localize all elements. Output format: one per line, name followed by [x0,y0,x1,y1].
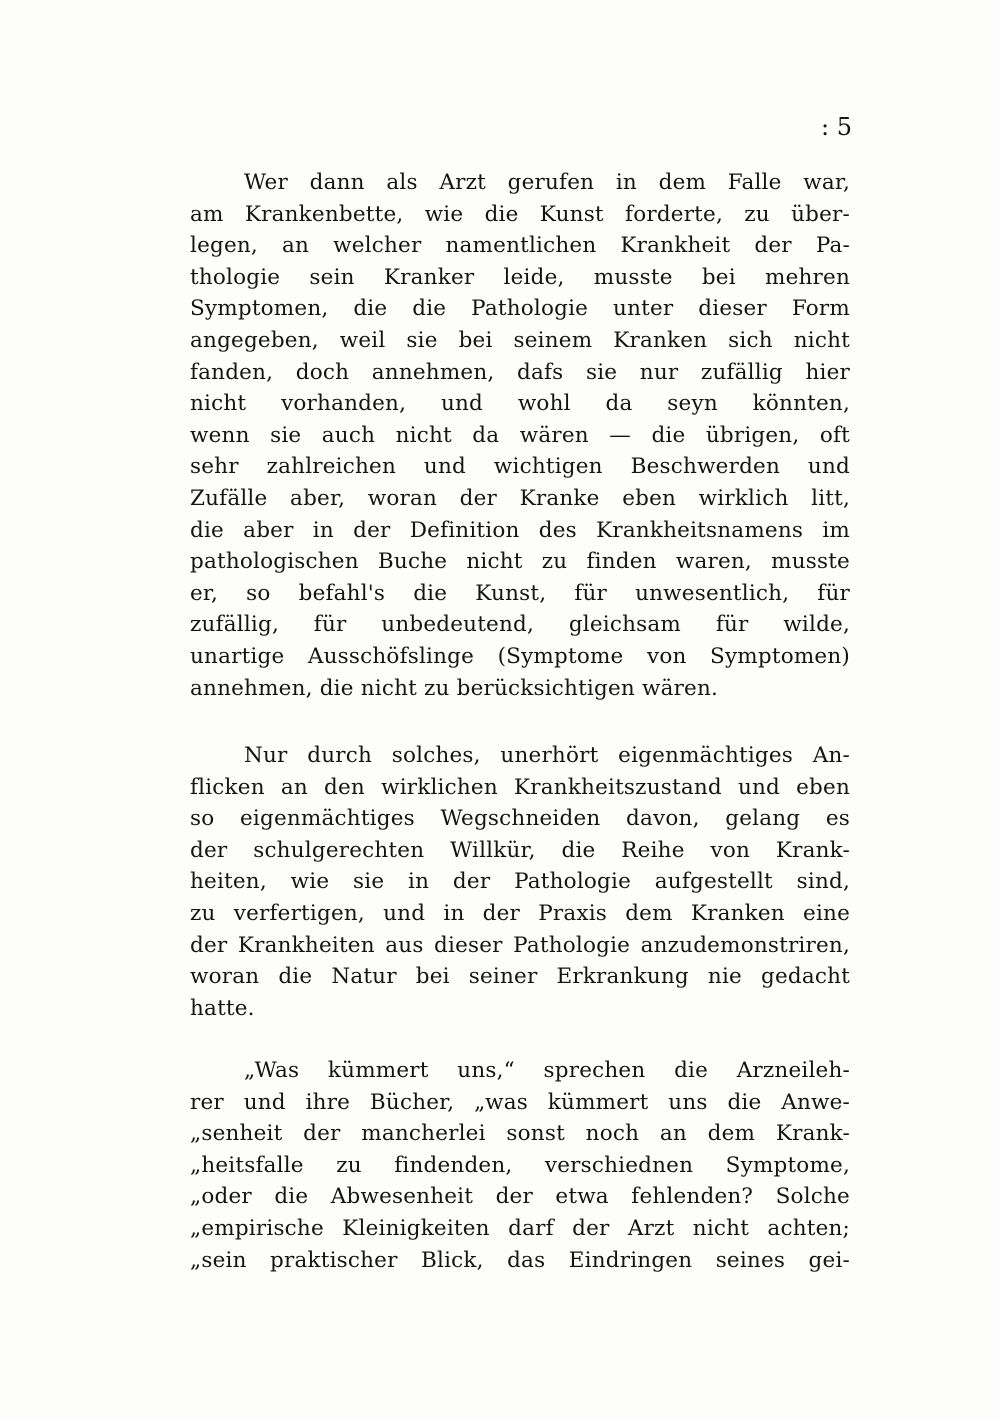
text-line: zu verfertigen, und in der Praxis dem Kranken eine [190,900,850,926]
text-line: heiten, wie sie in der Pathologie aufgestellt sind, [190,869,850,895]
text-line: wenn sie auch nicht da wären — die übrigen, oft [190,422,850,448]
text-line: Nur durch solches, unerhört eigenmächtiges An- [244,743,850,768]
text-line: „sein praktischer Blick, das Eindringen seines gei- [190,1247,850,1273]
text-line: „senheit der mancherlei sonst noch an dem Krank- [190,1121,850,1147]
text-line: annehmen, die nicht zu berücksichtigen wären. [190,675,719,701]
text-line: hatte. [190,995,255,1021]
text-line: woran die Natur bei seiner Erkrankung nie gedacht [190,964,850,990]
text-line: der schulgerechten Willkür, die Reihe von Krank- [190,837,850,863]
paragraph-1 [190,167,850,704]
text-line: legen, an welcher namentlichen Krankheit der Pa- [190,233,850,259]
text-line: thologie sein Kranker leide, musste bei mehren [190,264,850,290]
text-line: Wer dann als Arzt gerufen in dem Falle war, [244,170,850,195]
text-line: sehr zahlreichen und wichtigen Beschwerden und [190,454,850,480]
text-line: „Was kümmert uns,“ sprechen die Arzneileh- [244,1058,850,1083]
text-line: rer und ihre Bücher, „was kümmert uns die Anwe- [190,1089,850,1115]
text-line: pathologischen Buche nicht zu finden waren, musste [190,549,850,575]
text-line: flicken an den wirklichen Krankheitszustand und eben [190,774,850,800]
text-line: „heitsfalle zu findenden, verschiednen Symptome, [190,1152,850,1178]
text-line: Zufälle aber, woran der Kranke eben wirklich litt, [190,485,850,511]
paragraph-2 [190,740,850,1024]
text-line: am Krankenbette, wie die Kunst forderte, zu über- [190,201,850,227]
text-line: fanden, doch annehmen, dafs sie nur zufällig hier [190,359,850,385]
text-line: der Krankheiten aus dieser Pathologie anzudemonstriren, [190,932,850,958]
page-number: : 5 [821,113,852,141]
text-line: so eigenmächtiges Wegschneiden davon, gelang es [190,806,850,832]
paragraph-3 [190,1055,850,1276]
text-line: zufällig, für unbedeutend, gleichsam für wilde, [190,612,850,638]
text-line: die aber in der Definition des Krankheitsnamens im [190,517,850,543]
text-line: angegeben, weil sie bei seinem Kranken sich nicht [190,327,850,353]
text-line: „oder die Abwesenheit der etwa fehlenden? Solche [190,1184,850,1210]
text-line: nicht vorhanden, und wohl da seyn könnten, [190,391,850,417]
text-line: er, so befahl's die Kunst, für unwesentlich, für [190,580,850,606]
text-line: „empirische Kleinigkeiten darf der Arzt nicht achten; [190,1215,850,1241]
text-line: Symptomen, die die Pathologie unter dieser Form [190,296,850,322]
text-line: unartige Ausschöfslinge (Symptome von Symptomen) [190,643,850,669]
